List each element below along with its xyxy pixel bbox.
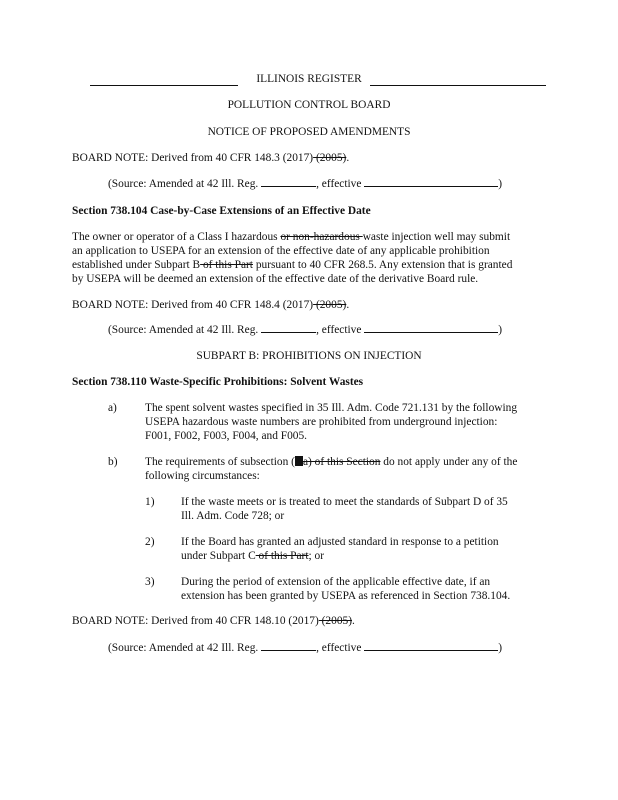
item-1-line-2: Ill. Adm. Code 728; or [181,510,285,522]
board-note-2 [72,298,349,312]
subpart-heading: SUBPART B: PROHIBITIONS ON INJECTION [196,350,422,362]
source-end: ) [498,178,503,190]
struck-text: of this Part [255,550,309,562]
board-note-end: . [346,299,350,311]
source-end: ) [498,324,503,336]
text-run: do not apply under any of the [380,456,518,468]
subsection-b-line-2: following circumstances: [145,470,260,482]
board-note-text: BOARD NOTE: Derived from 40 CFR 148.3 (2017) [72,152,314,164]
item-3-line-2: extension has been granted by USEPA as referenced in Section 738.104. [181,590,511,602]
section-110-heading: Section 738.110 Waste-Specific Prohibitions: Solvent Wastes [72,376,364,388]
subsection-b-label: b) [108,456,118,468]
item-1-line-1: If the waste meets or is treated to meet the standards of Subpart D of 35 [181,496,508,508]
struck-text: (2005) [318,615,352,627]
text-run: under Subpart C [181,550,256,562]
section-104-line-1 [72,230,510,244]
text-run: The owner or operator of a Class I hazardous [72,231,281,243]
struck-text: (2005) [313,299,347,311]
item-2-line-1: If the Board has granted an adjusted standard in response to a petition [181,536,499,548]
register-title: ILLINOIS REGISTER [256,73,362,85]
board-title: POLLUTION CONTROL BOARD [227,99,391,111]
source-mid: , effective [316,178,365,190]
board-note-text: BOARD NOTE: Derived from 40 CFR 148.10 (2017) [72,615,319,627]
section-104-line-4: by USEPA will be deemed an extension of the effective date of the derivative Board rule. [72,273,479,285]
subsection-b-line-1 [145,455,517,469]
item-3-line-1: During the period of extension of the applicable effective date, if an [181,576,491,588]
effective-blank [364,323,498,333]
struck-text: (2005) [313,152,347,164]
item-1-label: 1) [145,496,155,508]
board-note-end: . [346,152,350,164]
source-prefix: (Source: Amended at 42 Ill. Reg. [108,324,262,336]
text-run: established under Subpart B [72,259,201,271]
text-run: ; or [308,550,325,562]
text-run: The requirements of subsection ( [145,456,295,468]
struck-text: of this Part [200,259,253,271]
effective-blank [364,177,498,187]
struck-text: or non-hazardous [280,231,363,243]
board-note-text: BOARD NOTE: Derived from 40 CFR 148.4 (2017) [72,299,314,311]
board-note-1 [72,151,349,165]
section-104-heading: Section 738.104 Case-by-Case Extensions of an Effective Date [72,205,371,217]
source-prefix: (Source: Amended at 42 Ill. Reg. [108,178,262,190]
effective-blank [364,641,498,651]
subsection-a-label: a) [108,402,117,414]
section-104-line-2: an application to USEPA for an extension of the effective date of any applicable prohibition [72,245,490,257]
reg-blank [261,323,316,333]
subsection-a-line-1: The spent solvent wastes specified in 35 Ill. Adm. Code 721.131 by the following [145,402,518,414]
notice-title: NOTICE OF PROPOSED AMENDMENTS [207,126,411,138]
subsection-a-line-3: F001, F002, F003, F004, and F005. [145,430,308,442]
item-2-line-2 [181,549,324,563]
source-mid: , effective [316,642,365,654]
text-run: waste injection well may submit [362,231,511,243]
source-line-3 [108,641,502,655]
reg-blank [261,177,316,187]
source-line-2 [108,323,502,337]
source-end: ) [498,642,503,654]
subsection-a-line-2: USEPA hazardous waste numbers are prohibited from underground injection: [145,416,498,428]
text-run: pursuant to 40 CFR 268.5. Any extension that is granted [252,259,513,271]
source-prefix: (Source: Amended at 42 Ill. Reg. [108,642,262,654]
board-note-end: . [352,615,355,627]
item-3-label: 3) [145,576,155,588]
board-note-3 [72,614,355,628]
section-104-line-3 [72,258,512,272]
item-2-label: 2) [145,536,155,548]
source-mid: , effective [316,324,365,336]
redaction-mark [295,456,303,466]
struck-text: a) of this Section [302,456,381,468]
reg-blank [261,641,316,651]
source-line-1 [108,177,502,191]
